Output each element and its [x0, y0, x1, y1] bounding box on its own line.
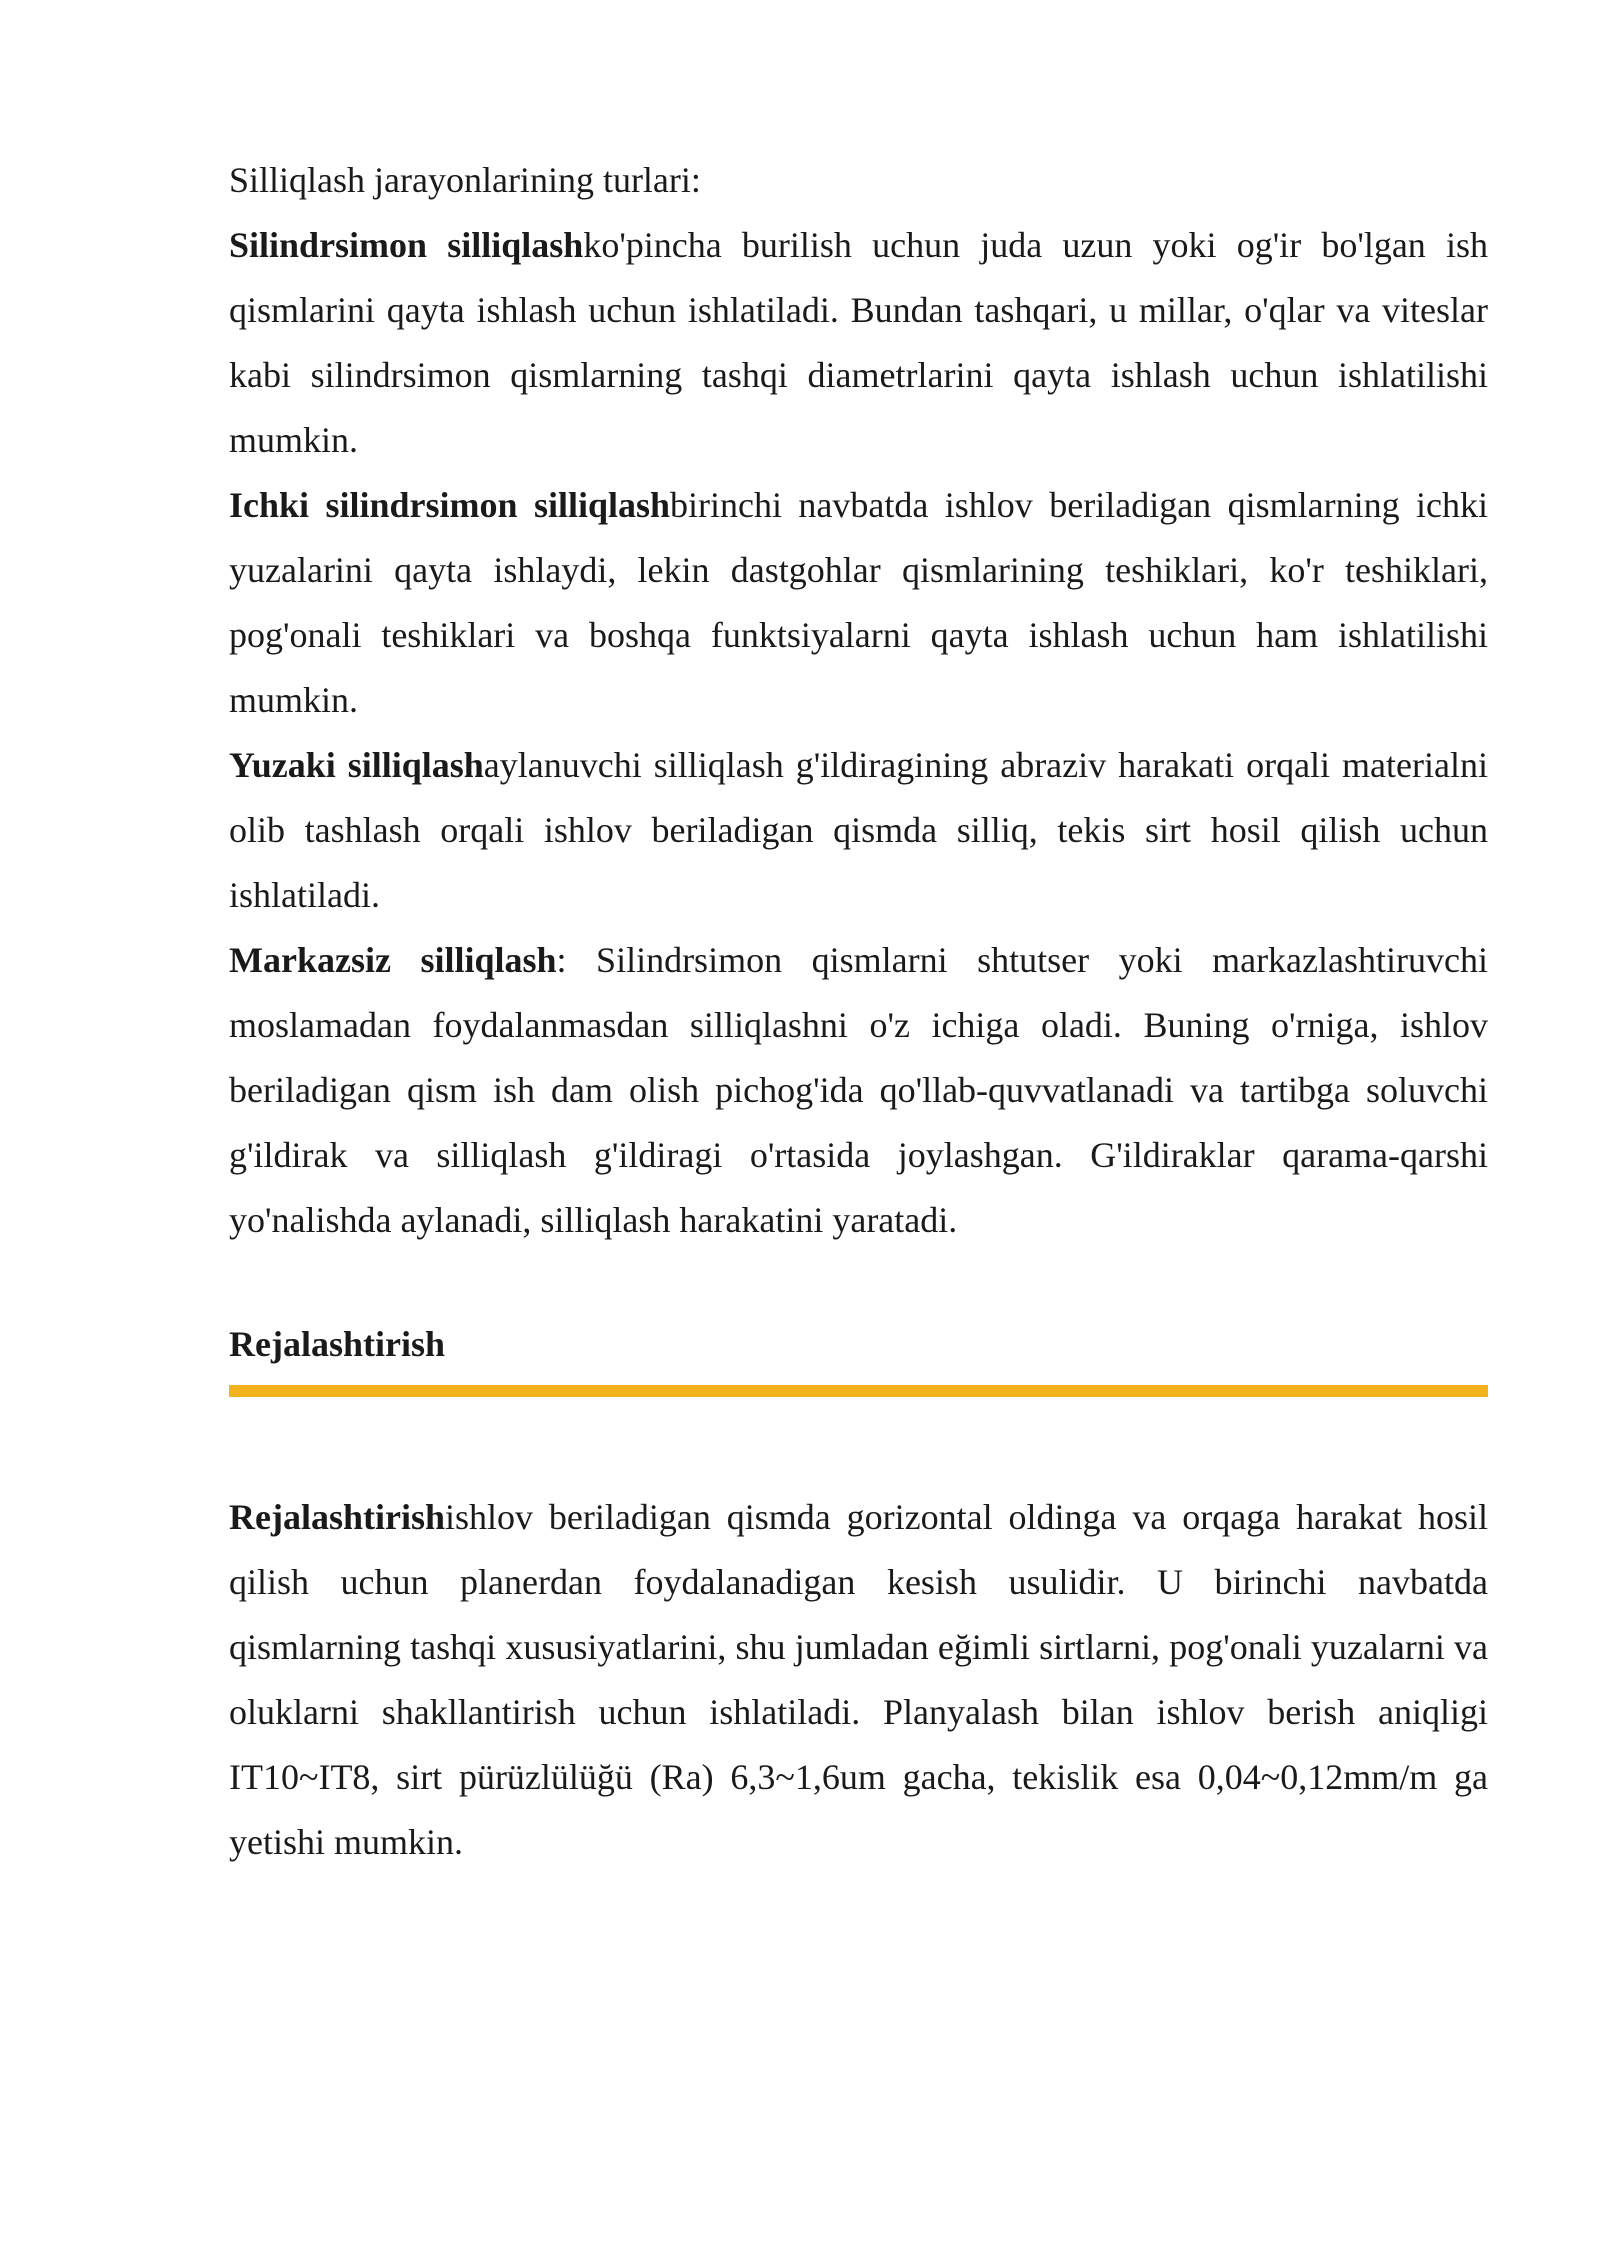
- text-centerless-grinding: : Silindrsimon qismlarni shtutser yoki markazlashtiruvchi moslamadan foydalanmasdan silliqlashni o'z ichiga oladi. Buning o'rniga, ishlov beriladigan qism ish dam olish pichog'ida qo'llab-quvvatlanadi va tartibga soluvchi g'ildirak va silliqlash g'ildiragi o'rtasida joylashgan. G'ildiraklar qarama-qarshi yo'nalishda aylanadi, silliqlash harakatini yaratadi.: [229, 940, 1488, 1240]
- heading-underline-rule: [229, 1385, 1488, 1397]
- term-planing: Rejalashtirish: [229, 1497, 445, 1537]
- term-internal-grinding: Ichki silindrsimon silliqlash: [229, 485, 671, 525]
- section-spacer: [229, 1397, 1488, 1485]
- paragraph-cylindrical-grinding: [229, 213, 1488, 473]
- text-internal-grinding: birinchi navbatda ishlov beriladigan qismlarning ichki yuzalarini qayta ishlaydi, lekin dastgohlar qismlarining teshiklari, ko'r teshiklari, pog'onali teshiklari va boshqa funktsiyalarni qayta ishlash uchun ham ishlatilishi mumkin.: [229, 485, 1488, 720]
- paragraph-internal-grinding: [229, 473, 1488, 733]
- paragraph-planing: [229, 1485, 1488, 1875]
- intro-line: Silliqlash jarayonlarining turlari:: [229, 160, 701, 200]
- paragraph-centerless-grinding: [229, 928, 1488, 1253]
- term-cylindrical-grinding: Silindrsimon silliqlash: [229, 225, 584, 265]
- paragraph-surface-grinding: [229, 733, 1488, 928]
- term-surface-grinding: Yuzaki silliqlash: [229, 745, 484, 785]
- term-centerless-grinding: Markazsiz silliqlash: [229, 940, 557, 980]
- text-planing: ishlov beriladigan qismda gorizontal oldinga va orqaga harakat hosil qilish uchun planerdan foydalanadigan kesish usulidir. U birinchi navbatda qismlarning tashqi xususiyatlarini, shu jumladan eğimli sirtlarni, pog'onali yuzalarni va oluklarni shakllantirish uchun ishlatiladi. Planyalash bilan ishlov berish aniqligi IT10~IT8, sirt pürüzlülüğü (Ra) 6,3~1,6um gacha, tekislik esa 0,04~0,12mm/m ga yetishi mumkin.: [229, 1497, 1488, 1862]
- text-cylindrical-grinding: ko'pincha burilish uchun juda uzun yoki og'ir bo'lgan ish qismlarini qayta ishlash uchun ishlatiladi. Bundan tashqari, u millar, o'qlar va viteslar kabi silindrsimon qismlarning tashqi diametrlarini qayta ishlash uchun ishlatilishi mumkin.: [229, 225, 1488, 460]
- section-heading-planing: Rejalashtirish: [229, 1324, 445, 1364]
- document-page: [229, 148, 1488, 1875]
- text-surface-grinding: aylanuvchi silliqlash g'ildiragining abraziv harakati orqali materialni olib tashlash orqali ishlov beriladigan qismda silliq, tekis sirt hosil qilish uchun ishlatiladi.: [229, 745, 1488, 915]
